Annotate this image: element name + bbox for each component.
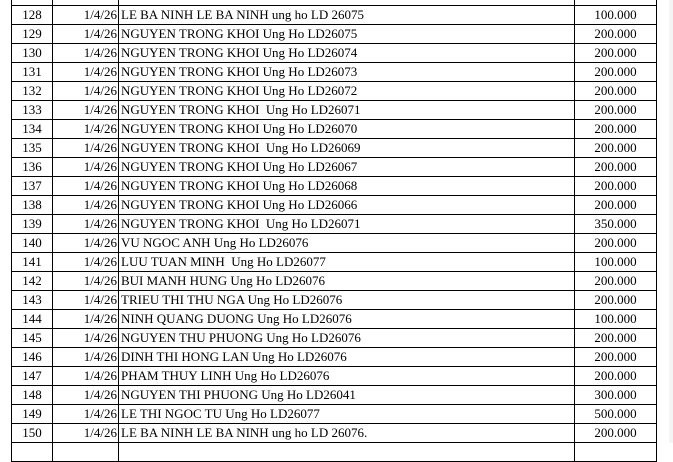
date-cell: 1/4/26 (53, 82, 119, 101)
date-cell: 1/4/26 (53, 348, 119, 367)
date-cell: 1/4/26 (53, 196, 119, 215)
table-row (12, 177, 657, 196)
row-number-cell: 145 (12, 329, 53, 348)
amount-cell: 200.000 (575, 25, 657, 44)
date-cell: 1/4/26 (53, 44, 119, 63)
date-cell: 1/4/26 (53, 139, 119, 158)
table-row (12, 44, 657, 63)
description-cell: LE BA NINH LE BA NINH ung ho LD 26075 (119, 6, 575, 25)
date-cell: 1/4/26 (53, 367, 119, 386)
date-cell: 1/4/26 (53, 215, 119, 234)
description-cell: LE THI NGOC TU Ung Ho LD26077 (119, 405, 575, 424)
row-number-cell (12, 443, 53, 462)
row-number-cell: 148 (12, 386, 53, 405)
date-cell: 1/4/26 (53, 424, 119, 443)
description-cell: VU NGOC ANH Ung Ho LD26076 (119, 234, 575, 253)
date-cell: 1/4/26 (53, 25, 119, 44)
description-cell: NINH QUANG DUONG Ung Ho LD26076 (119, 310, 575, 329)
row-number-cell: 142 (12, 272, 53, 291)
table-row (12, 367, 657, 386)
amount-cell (575, 443, 657, 462)
amount-cell: 200.000 (575, 234, 657, 253)
date-cell: 1/4/26 (53, 101, 119, 120)
table-row (12, 272, 657, 291)
description-cell: NGUYEN TRONG KHOI Ung Ho LD26075 (119, 25, 575, 44)
date-cell: 1/4/26 (53, 158, 119, 177)
row-number-cell: 140 (12, 234, 53, 253)
description-cell: NGUYEN TRONG KHOI Ung Ho LD26071 (119, 215, 575, 234)
date-cell: 1/4/26 (53, 63, 119, 82)
table-row (12, 6, 657, 25)
table-row (12, 291, 657, 310)
description-cell: NGUYEN THU PHUONG Ung Ho LD26076 (119, 329, 575, 348)
date-cell: 1/4/26 (53, 253, 119, 272)
table-row (12, 120, 657, 139)
donation-table (11, 0, 657, 462)
page-right-edge (669, 0, 673, 443)
amount-cell: 200.000 (575, 272, 657, 291)
table-row (12, 25, 657, 44)
amount-cell: 200.000 (575, 424, 657, 443)
amount-cell: 200.000 (575, 44, 657, 63)
description-cell: NGUYEN TRONG KHOI Ung Ho LD26066 (119, 196, 575, 215)
table-row (12, 386, 657, 405)
row-number-cell: 136 (12, 158, 53, 177)
date-cell (53, 443, 119, 462)
amount-cell: 200.000 (575, 120, 657, 139)
amount-cell: 300.000 (575, 386, 657, 405)
amount-cell: 200.000 (575, 63, 657, 82)
table-row (12, 63, 657, 82)
row-number-cell: 137 (12, 177, 53, 196)
description-cell: NGUYEN TRONG KHOI Ung Ho LD26072 (119, 82, 575, 101)
row-number-cell: 131 (12, 63, 53, 82)
description-cell: PHAM THUY LINH Ung Ho LD26076 (119, 367, 575, 386)
description-cell: BUI MANH HUNG Ung Ho LD26076 (119, 272, 575, 291)
description-cell: LUU TUAN MINH Ung Ho LD26077 (119, 253, 575, 272)
date-cell: 1/4/26 (53, 329, 119, 348)
amount-cell: 200.000 (575, 177, 657, 196)
table-row (12, 82, 657, 101)
description-cell: NGUYEN TRONG KHOI Ung Ho LD26073 (119, 63, 575, 82)
table-row (12, 253, 657, 272)
description-cell: LE BA NINH LE BA NINH ung ho LD 26076. (119, 424, 575, 443)
amount-cell: 200.000 (575, 329, 657, 348)
date-cell: 1/4/26 (53, 234, 119, 253)
amount-cell: 200.000 (575, 82, 657, 101)
table-row (12, 329, 657, 348)
amount-cell: 100.000 (575, 6, 657, 25)
table-row (12, 405, 657, 424)
amount-cell: 100.000 (575, 253, 657, 272)
amount-cell: 200.000 (575, 196, 657, 215)
row-number-cell: 134 (12, 120, 53, 139)
description-cell (119, 443, 575, 462)
donation-table-body (12, 0, 657, 462)
table-row (12, 139, 657, 158)
description-cell: NGUYEN TRONG KHOI Ung Ho LD26069 (119, 139, 575, 158)
row-number-cell: 130 (12, 44, 53, 63)
date-cell: 1/4/26 (53, 405, 119, 424)
description-cell: NGUYEN TRONG KHOI Ung Ho LD26067 (119, 158, 575, 177)
date-cell: 1/4/26 (53, 6, 119, 25)
table-row (12, 424, 657, 443)
row-number-cell: 139 (12, 215, 53, 234)
date-cell: 1/4/26 (53, 291, 119, 310)
description-cell: DINH THI HONG LAN Ung Ho LD26076 (119, 348, 575, 367)
date-cell: 1/4/26 (53, 120, 119, 139)
amount-cell: 200.000 (575, 291, 657, 310)
row-number-cell: 128 (12, 6, 53, 25)
row-number-cell: 146 (12, 348, 53, 367)
description-cell: NGUYEN TRONG KHOI Ung Ho LD26071 (119, 101, 575, 120)
amount-cell: 200.000 (575, 348, 657, 367)
table-row (12, 348, 657, 367)
amount-cell: 500.000 (575, 405, 657, 424)
row-number-cell: 149 (12, 405, 53, 424)
table-row (12, 215, 657, 234)
row-number-cell: 129 (12, 25, 53, 44)
amount-cell: 200.000 (575, 139, 657, 158)
table-row (12, 101, 657, 120)
row-number-cell: 135 (12, 139, 53, 158)
table-row (12, 310, 657, 329)
table-row (12, 196, 657, 215)
description-cell: TRIEU THI THU NGA Ung Ho LD26076 (119, 291, 575, 310)
date-cell: 1/4/26 (53, 272, 119, 291)
table-row (12, 443, 657, 462)
description-cell: NGUYEN TRONG KHOI Ung Ho LD26074 (119, 44, 575, 63)
description-cell: NGUYEN TRONG KHOI Ung Ho LD26070 (119, 120, 575, 139)
table-row (12, 158, 657, 177)
table-row (12, 234, 657, 253)
amount-cell: 200.000 (575, 158, 657, 177)
amount-cell: 200.000 (575, 367, 657, 386)
row-number-cell: 150 (12, 424, 53, 443)
date-cell: 1/4/26 (53, 386, 119, 405)
amount-cell: 200.000 (575, 101, 657, 120)
description-cell: NGUYEN THI PHUONG Ung Ho LD26041 (119, 386, 575, 405)
row-number-cell: 133 (12, 101, 53, 120)
row-number-cell: 143 (12, 291, 53, 310)
row-number-cell: 144 (12, 310, 53, 329)
row-number-cell: 141 (12, 253, 53, 272)
row-number-cell: 147 (12, 367, 53, 386)
row-number-cell: 132 (12, 82, 53, 101)
row-number-cell: 138 (12, 196, 53, 215)
amount-cell: 100.000 (575, 310, 657, 329)
date-cell: 1/4/26 (53, 177, 119, 196)
description-cell: NGUYEN TRONG KHOI Ung Ho LD26068 (119, 177, 575, 196)
date-cell: 1/4/26 (53, 310, 119, 329)
amount-cell: 350.000 (575, 215, 657, 234)
